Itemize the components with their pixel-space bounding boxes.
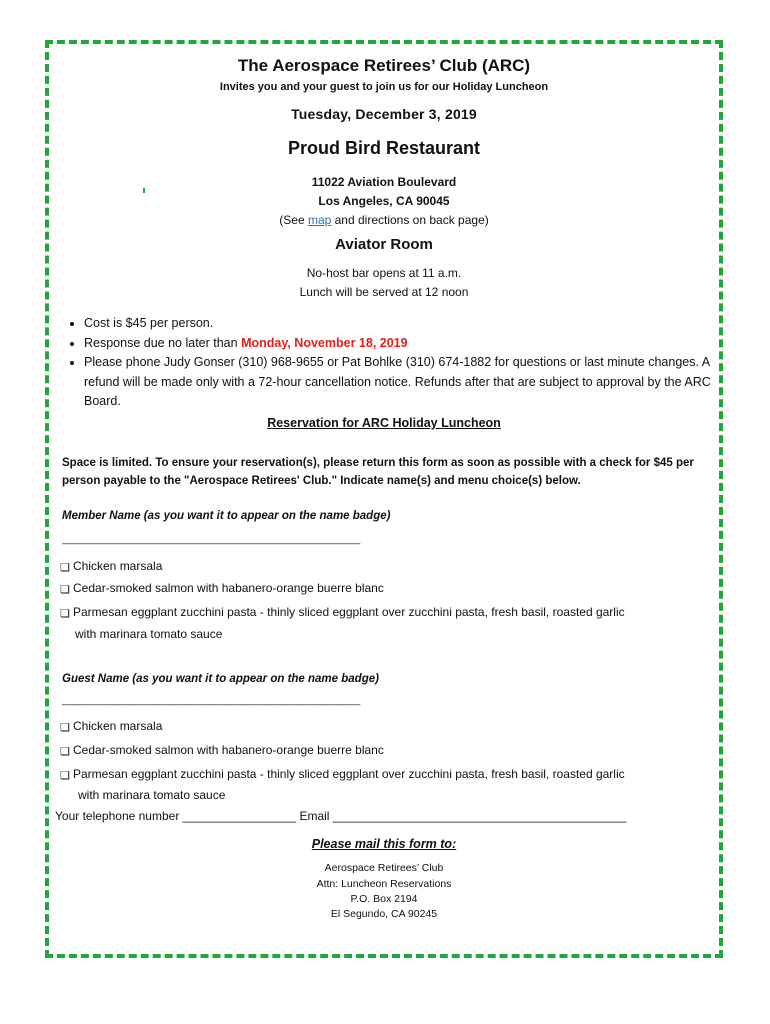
mail-address-line-2: Attn: Luncheon Reservations [316,878,452,890]
option-label: Chicken marsala [73,559,163,573]
mail-address-line-4: El Segundo, CA 90245 [330,908,438,920]
contact-fields[interactable]: Your telephone number _________________ Email ____________________________________________ [55,809,627,823]
response-bullet [84,334,724,354]
member-name-field[interactable]: _____________________________________________________ [62,533,360,545]
mail-address-line-1: Aerospace Retirees’ Club [324,862,444,874]
checkbox-icon[interactable]: ❏ [60,584,70,596]
invitation-subtitle: Invites you and your guest to join us for our Holiday Luncheon [219,81,549,93]
member-option-pasta[interactable] [60,604,625,620]
option-label: Cedar-smoked salmon with habanero-orange buerre blanc [73,581,384,595]
room-name: Aviator Room [335,236,433,253]
option-label: Parmesan eggplant zucchini pasta - thinly sliced eggplant over zucchini pasta, fresh basil, roasted garlic [73,605,625,619]
address-line-1: 11022 Aviation Boulevard [311,175,457,189]
reservation-instructions: Space is limited. To ensure your reservation(s), please return this form as soon as possible with a check for $45 per person payable to the "Aerospace Retirees' Club." Indicate name(s) and menu choice(s) below. [62,457,694,487]
guest-option-salmon[interactable] [60,742,384,758]
mail-heading: Please mail this form to: [311,837,457,851]
phone-bullet: • Please phone Judy Gonser (310) 968-9655 or Pat Bohlke (310) 674-1882 for questions or last minute changes. A refund will be made only with a 72-hour cancellation notice. Refunds after that are subject to approval by the ARC Board. [84,353,724,412]
info-bullet-list [62,314,724,412]
checkbox-icon[interactable]: ❏ [60,746,70,758]
guest-option-pasta-continued: with marinara tomato sauce [78,788,226,802]
bar-info: No-host bar opens at 11 a.m. [306,266,462,280]
checkbox-icon[interactable]: ❏ [60,722,70,734]
checkbox-icon[interactable]: ❏ [60,770,70,782]
guest-option-chicken[interactable] [60,718,162,734]
response-prefix: Response due no later than [84,335,242,350]
checkbox-icon[interactable]: ❏ [60,608,70,620]
map-note-prefix: (See [279,213,308,227]
guest-option-pasta[interactable] [60,766,625,782]
restaurant-name: Proud Bird Restaurant [287,138,481,158]
member-option-pasta-continued: with marinara tomato sauce [75,627,223,641]
map-link[interactable]: map [307,213,332,227]
guest-name-label: Guest Name (as you want it to appear on the name badge) [62,673,379,685]
checkbox-icon[interactable]: ❏ [60,562,70,574]
lunch-info: Lunch will be served at 12 noon [299,285,469,299]
response-deadline: Monday, November 18, 2019 [241,335,408,350]
member-option-salmon[interactable] [60,580,384,596]
event-date: Tuesday, December 3, 2019 [291,106,477,122]
option-label: Chicken marsala [73,719,163,733]
option-label: Cedar-smoked salmon with habanero-orange buerre blanc [73,743,384,757]
map-note [45,213,723,227]
reservation-heading: Reservation for ARC Holiday Luncheon [267,416,501,430]
guest-name-field[interactable]: _____________________________________________________ [62,694,360,706]
member-name-label: Member Name (as you want it to appear on the name badge) [62,510,391,522]
mail-address-line-3: P.O. Box 2194 [350,893,418,905]
cost-bullet: • Cost is $45 per person. [84,314,724,334]
page-title: The Aerospace Retirees’ Club (ARC) [237,56,531,75]
option-label: Parmesan eggplant zucchini pasta - thinly sliced eggplant over zucchini pasta, fresh basil, roasted garlic [73,767,625,781]
address-line-2: Los Angeles, CA 90045 [318,194,450,208]
member-option-chicken[interactable] [60,558,162,574]
map-note-suffix: and directions on back page) [331,213,489,227]
